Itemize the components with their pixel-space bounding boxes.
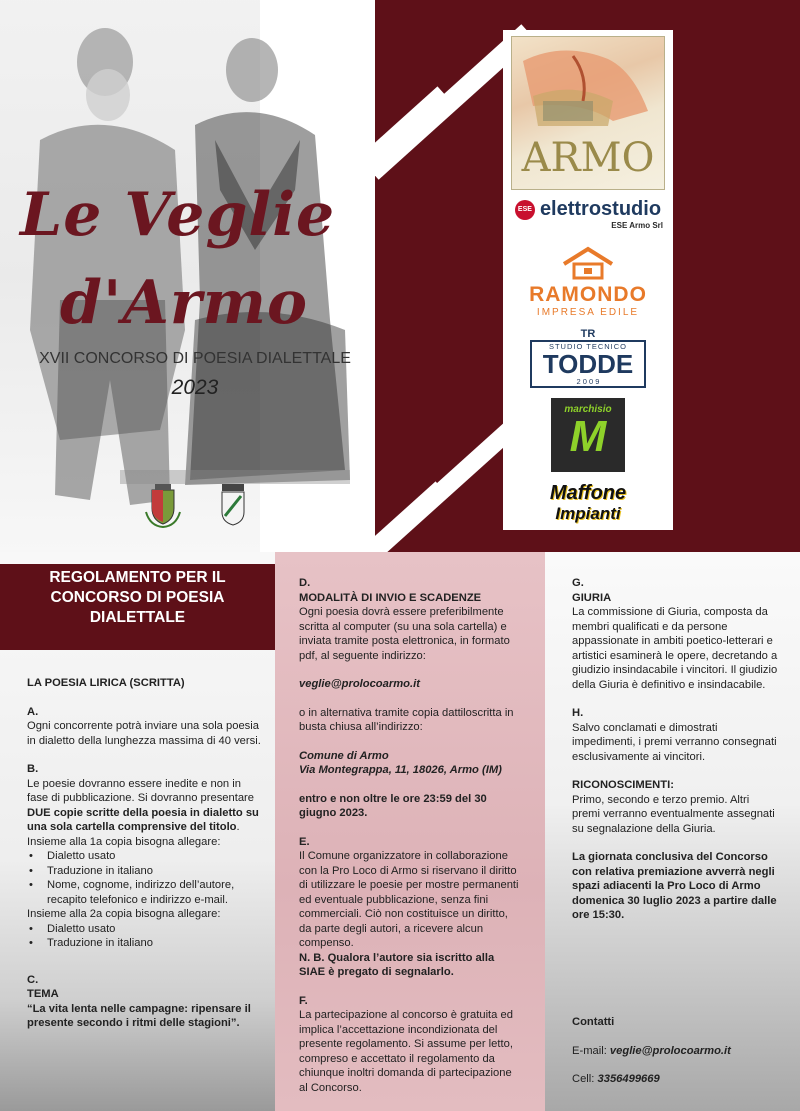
rules-title-line-2: CONCORSO DI POESIA: [50, 589, 225, 606]
rule-h-text: Salvo conclamati e dimostrati impedimenti, i premi verranno consegnati esclusivamente ai vincitori.: [572, 721, 777, 763]
elettrostudio-logo: [503, 198, 673, 230]
elettrostudio-badge: ESE: [515, 200, 535, 220]
ramondo-name: RAMONDO: [529, 283, 647, 306]
rule-e-text: Il Comune organizzatore in collaborazione con la Pro Loco di Armo si riservano il diritto di utilizzare le poesie per mostre permanenti ed eventuale pubblicazione, senza fini commerciali. Ciò non costituisce un diritto, da parte degli autori, a ricevere alcun compenso.: [299, 850, 519, 949]
rules-section: [0, 552, 800, 1111]
list-item: • Dialetto usato: [27, 922, 262, 937]
address-line-1: Comune di Armo: [299, 749, 389, 762]
title-line-2: d'Armo: [60, 268, 308, 338]
contact-cell-label: Cell:: [572, 1073, 598, 1085]
maffone-line2: Impianti: [555, 504, 621, 523]
rule-g-label: G.: [572, 577, 584, 589]
maffone-line1: Maffone: [549, 482, 627, 504]
rule-f-text: La partecipazione al concorso è gratuita ed implica l’accettazione incondizionata del presente regolamento. Si assume per letto, compreso e accettato il regolamento da chiunque inoltri domanda di partecipazione al Concorso.: [299, 1009, 513, 1094]
house-icon: [558, 246, 618, 280]
rule-g-text: La commissione di Giuria, composta da membri qualificati e da persone appassionate in ambiti poetico-letterari e artistici esaminerà le opere, decretando a giudizio insindacabile i vincitori. Il giudizio della Giuria è definitivo e insindacabile.: [572, 606, 778, 691]
final-event-text: La giornata conclusiva del Concorso con relativa premiazione avverrà negli spazi adiacenti la Pro Loco di Armo domenica 30 luglio 2023 a partire dalle ore 15:30.: [572, 851, 777, 921]
elettrostudio-name: elettrostudio: [539, 198, 662, 220]
contacts-title: Contatti: [572, 1016, 615, 1028]
rules-title-line-3: DIALETTALE: [89, 609, 186, 626]
marchisio-logo: [503, 398, 673, 472]
awards-title: RICONOSCIMENTI:: [572, 779, 674, 791]
maffone-logo: [503, 482, 673, 523]
rule-d-label: D.: [299, 577, 311, 589]
rules-title-line-1: REGOLAMENTO PER IL: [49, 569, 226, 586]
proloco-crest-icon: [218, 482, 248, 526]
todde-top: STUDIO TECNICO: [548, 342, 628, 351]
elettrostudio-subtitle: ESE Armo Srl: [611, 221, 663, 230]
rule-b-text-bold: DUE copie scritte della poesia in dialetto su una sola cartella comprensive del titolo: [27, 806, 259, 833]
rule-b-text-part1: Le poesie dovranno essere inedite e non in fase di pubblicazione. Si dovranno presentare: [27, 777, 255, 804]
attach-2-label: Insieme alla 2a copia bisogna allegare:: [27, 908, 221, 920]
sponsor-logos-panel: [503, 30, 673, 530]
ramondo-subtitle: IMPRESA EDILE: [536, 307, 640, 318]
armo-painting-icon: [513, 41, 663, 131]
rule-b-label: B.: [27, 763, 39, 775]
list-item: • Traduzione in italiano: [27, 864, 262, 879]
contest-subtitle: XVII CONCORSO DI POESIA DIALETTALE: [39, 350, 351, 367]
attach-2-list: [27, 922, 262, 951]
rule-e-note: N. B. Qualora l’autore sia iscritto alla SIAE è pregato di segnalarlo.: [299, 951, 495, 978]
marchisio-letter: M: [569, 412, 607, 461]
rule-e-label: E.: [299, 835, 310, 848]
rule-h-label: H.: [572, 707, 584, 719]
column-2-text: [299, 576, 521, 1095]
todde-name: TODDE: [542, 349, 634, 379]
rule-c-label: C.: [27, 973, 39, 986]
marchisio-top: marchisio: [564, 404, 612, 415]
rule-d-text: Ogni poesia dovrà essere preferibilmente scritta al computer (su una sola cartella) e inviata tramite posta elettronica, in formato pdf, al seguente indirizzo:: [299, 606, 510, 662]
deadline: entro e non oltre le ore 23:59 del 30 giugno 2023.: [299, 792, 487, 819]
rule-b-text: [27, 777, 262, 835]
cover-photo-area: [0, 0, 375, 552]
todde-year: 2 0 0 9: [576, 377, 600, 386]
title-line-1: Le Veglie: [20, 180, 336, 250]
rule-a-label: A.: [27, 705, 39, 718]
column-3-text: [572, 576, 780, 923]
contact-email-row: [572, 1044, 780, 1059]
rule-g-title: GIURIA: [572, 591, 612, 604]
alt-submission-text: o in alternativa tramite copia dattiloscritta in busta chiusa all’indirizzo:: [299, 706, 514, 733]
ramondo-logo: [503, 246, 673, 318]
address-line-2: Via Montegrappa, 11, 18026, Armo (IM): [299, 764, 502, 776]
contact-cell-row: [572, 1072, 780, 1087]
contact-cell[interactable]: 3356499669: [597, 1073, 660, 1085]
rule-c-quote: “La vita lenta nelle campagne: ripensare il presente secondo i ritmi delle stagioni”.: [27, 1002, 251, 1029]
todde-mark: TR: [580, 328, 596, 340]
comune-crest-icon: [144, 482, 182, 528]
attach-1-list: [27, 849, 262, 907]
contact-email[interactable]: veglie@prolocoarmo.it: [609, 1044, 731, 1057]
column-1-text: [27, 676, 262, 1031]
todde-logo: [503, 328, 673, 388]
submission-email[interactable]: veglie@prolocoarmo.it: [299, 678, 420, 690]
contacts-block: [572, 1015, 780, 1087]
rule-d-title: MODALITÀ DI INVIO E SCADENZE: [299, 591, 482, 604]
rule-f-label: F.: [299, 994, 308, 1007]
rule-c-title: TEMA: [27, 988, 59, 1000]
list-item: • Nome, cognome, indirizzo dell’autore, recapito telefonico e indirizzo e-mail.: [27, 878, 262, 907]
contact-email-label: E-mail:: [572, 1044, 610, 1057]
rules-title: [0, 568, 275, 628]
contest-year: 2023: [171, 376, 219, 399]
attach-1-label: Insieme alla 1a copia bisogna allegare:: [27, 835, 221, 848]
rule-b-text-part2: .: [236, 821, 240, 833]
awards-text: Primo, secondo e terzo premio. Altri premi verranno eventualmente assegnati su segnalazione della Giuria.: [572, 793, 775, 835]
section-lyric-title: LA POESIA LIRICA (SCRITTA): [27, 677, 185, 689]
armo-logo-text: ARMO: [521, 135, 655, 181]
armo-logo: [503, 36, 673, 190]
list-item: • Dialetto usato: [27, 849, 262, 864]
rule-a-text: Ogni concorrente potrà inviare una sola poesia in dialetto della lunghezza massima di 40 versi.: [27, 720, 261, 747]
list-item: • Traduzione in italiano: [27, 936, 262, 951]
